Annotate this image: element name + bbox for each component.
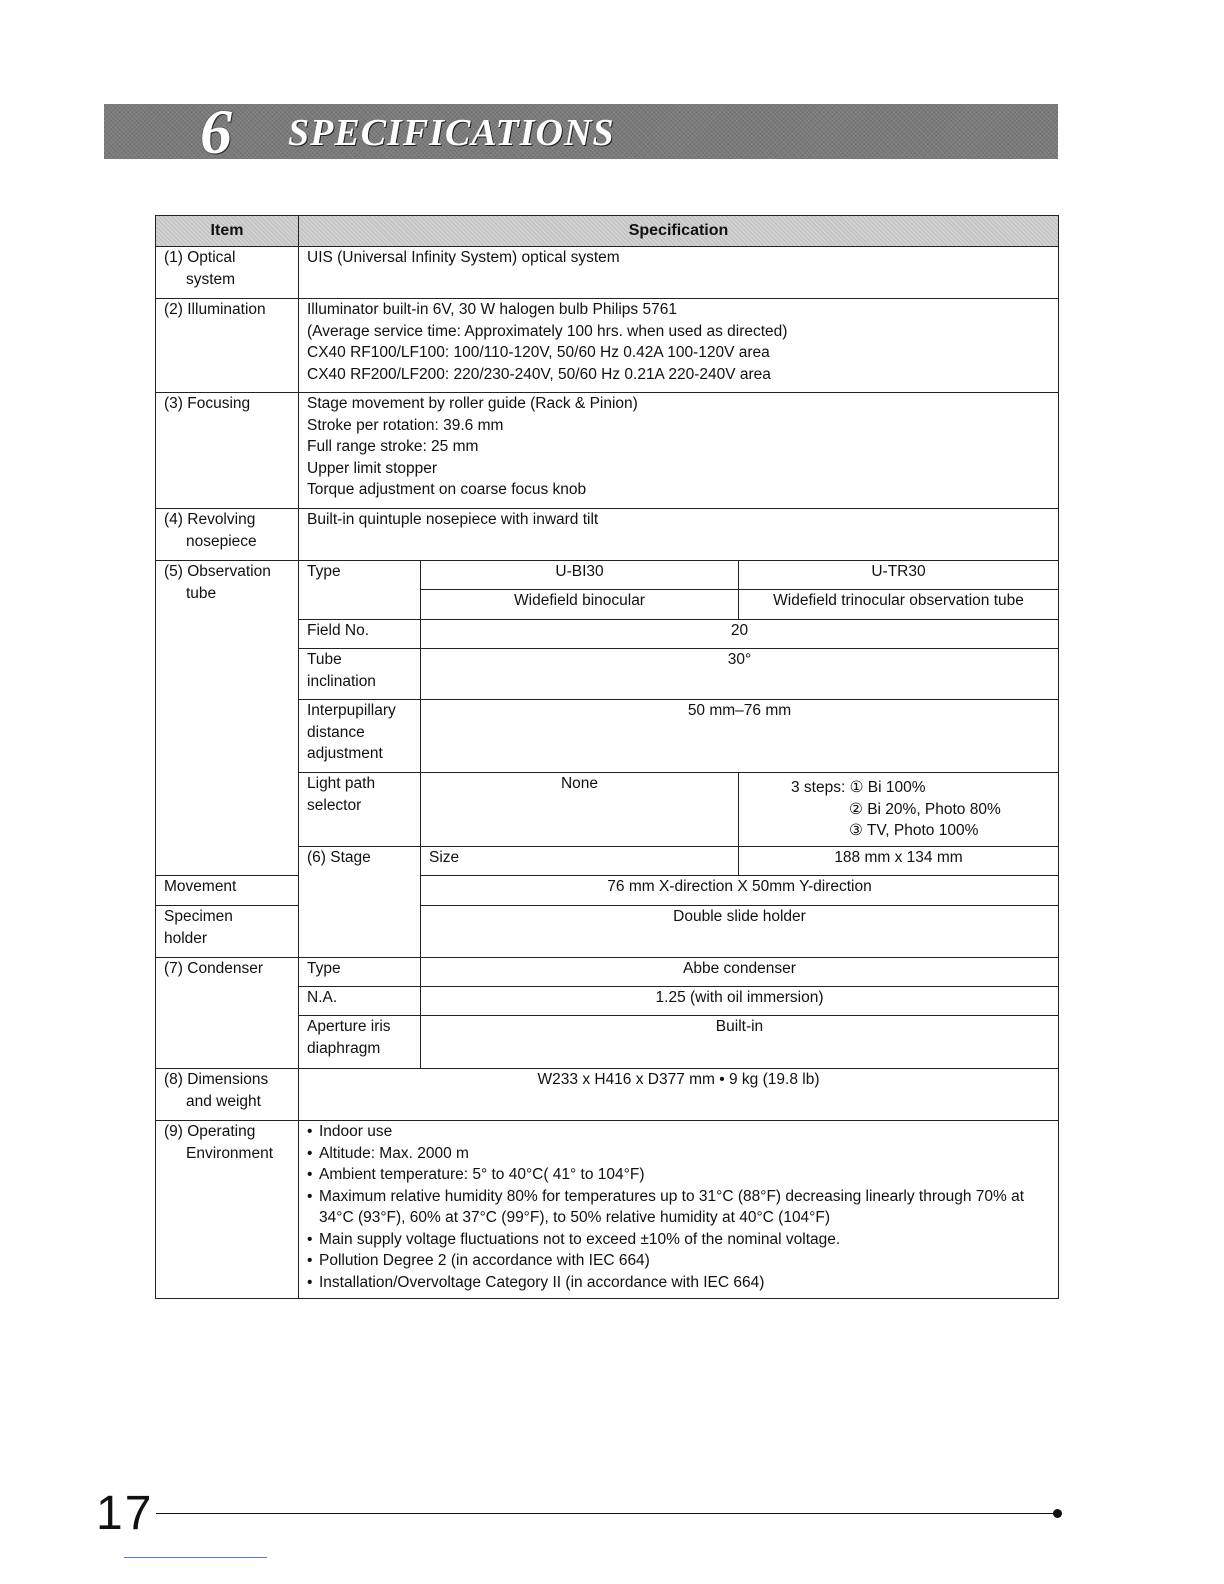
- illumination-value: Illuminator built-in 6V, 30 W halogen bulb Philips 5761 (Average service time: Approximately 100 hrs. when used as directed) CX40 RF100/LF100: 100/110-120V, 50/60 Hz 0.42A 100-120V area CX40 RF200/LF200: 220/230-240V, 50/60 Hz 0.21A 220-240V area: [299, 299, 1059, 393]
- stage-size-value: 188 mm x 134 mm: [739, 847, 1059, 876]
- header-specification: Specification: [299, 216, 1059, 247]
- condenser-iris-label: Aperture iris diaphragm: [299, 1016, 421, 1069]
- focusing-value: Stage movement by roller guide (Rack & Pinion) Stroke per rotation: 39.6 mm Full range stroke: 25 mm Upper limit stopper Torque adjustment on coarse focus knob: [299, 393, 1059, 509]
- stage-size-label: Size: [421, 847, 739, 876]
- header-item: Item: [156, 216, 299, 247]
- table-row: [156, 393, 1059, 509]
- list-item: • Altitude: Max. 2000 m: [307, 1143, 1050, 1165]
- row-label-environment: (9) Operating Environment: [156, 1121, 299, 1299]
- table-row: [156, 1121, 1059, 1299]
- condenser-type-value: Abbe condenser: [421, 958, 1059, 987]
- stage-movement-value: 76 mm X-direction X 50mm Y-direction: [421, 876, 1059, 906]
- obs-type-label: Type: [299, 561, 421, 620]
- dimensions-value: W233 x H416 x D377 mm • 9 kg (19.8 lb): [299, 1069, 1059, 1121]
- table-row: [156, 1069, 1059, 1121]
- bottom-divider: [124, 1557, 267, 1558]
- table-row: [156, 561, 1059, 590]
- optical-value: UIS (Universal Infinity System) optical system: [299, 247, 1059, 299]
- table-row: [156, 299, 1059, 393]
- row-label-optical: (1) Optical system: [156, 247, 299, 299]
- list-item: • Pollution Degree 2 (in accordance with IEC 664): [307, 1250, 1050, 1272]
- obs-ipd-value: 50 mm–76 mm: [421, 700, 1059, 773]
- row-label-nosepiece: (4) Revolving nosepiece: [156, 509, 299, 561]
- row-label-illumination: (2) Illumination: [156, 299, 299, 393]
- condenser-na-value: 1.25 (with oil immersion): [421, 987, 1059, 1016]
- stage-movement-label: Movement: [156, 876, 299, 906]
- obs-field-label: Field No.: [299, 620, 421, 649]
- table-row: [156, 509, 1059, 561]
- obs-inclination-value: 30°: [421, 649, 1059, 700]
- condenser-iris-value: Built-in: [421, 1016, 1059, 1069]
- obs-field-value: 20: [421, 620, 1059, 649]
- list-item: • Indoor use: [307, 1121, 1050, 1143]
- list-item: • Maximum relative humidity 80% for temperatures up to 31°C (88°F) decreasing linearly through 70% at 34°C (93°F), 60% at 37°C (99°F), to 50% relative humidity at 40°C (104°F): [307, 1186, 1050, 1229]
- obs-model-a: U-BI30: [421, 561, 739, 590]
- obs-desc-b: Widefield trinocular observation tube: [739, 590, 1059, 620]
- table-header-row: [156, 216, 1059, 247]
- environment-value: [299, 1121, 1059, 1299]
- list-item: • Main supply voltage fluctuations not to exceed ±10% of the nominal voltage.: [307, 1229, 1050, 1251]
- row-label-condenser: (7) Condenser: [156, 958, 299, 1069]
- obs-desc-a: Widefield binocular: [421, 590, 739, 620]
- table-row: [156, 876, 1059, 906]
- nosepiece-value: Built-in quintuple nosepiece with inward tilt: [299, 509, 1059, 561]
- footer-bullet: [1053, 1509, 1062, 1518]
- obs-light-path-a: None: [421, 773, 739, 847]
- condenser-type-label: Type: [299, 958, 421, 987]
- row-label-observation-tube: (5) Observation tube: [156, 561, 299, 876]
- page-number: 17: [96, 1487, 154, 1540]
- section-number-emblem: 6: [200, 96, 232, 167]
- specifications-table: [155, 215, 1059, 1299]
- obs-inclination-label: Tube inclination: [299, 649, 421, 700]
- condenser-na-label: N.A.: [299, 987, 421, 1016]
- obs-model-b: U-TR30: [739, 561, 1059, 590]
- section-title: SPECIFICATIONS: [288, 112, 615, 154]
- table-row: [156, 247, 1059, 299]
- list-item: • Installation/Overvoltage Category II (in accordance with IEC 664): [307, 1272, 1050, 1294]
- stage-holder-label: Specimen holder: [156, 906, 299, 958]
- row-label-focusing: (3) Focusing: [156, 393, 299, 509]
- table-row: [156, 958, 1059, 987]
- obs-light-path-label: Light path selector: [299, 773, 421, 847]
- obs-ipd-label: Interpupillary distance adjustment: [299, 700, 421, 773]
- footer-rule: [156, 1513, 1056, 1514]
- table-row: [156, 906, 1059, 958]
- stage-holder-value: Double slide holder: [421, 906, 1059, 958]
- row-label-stage: (6) Stage: [299, 847, 421, 958]
- row-label-dimensions: (8) Dimensions and weight: [156, 1069, 299, 1121]
- list-item: • Ambient temperature: 5° to 40°C( 41° to 104°F): [307, 1164, 1050, 1186]
- obs-light-path-b: 3 steps: ① Bi 100% ② Bi 20%, Photo 80% ③ TV, Photo 100%: [739, 773, 1059, 847]
